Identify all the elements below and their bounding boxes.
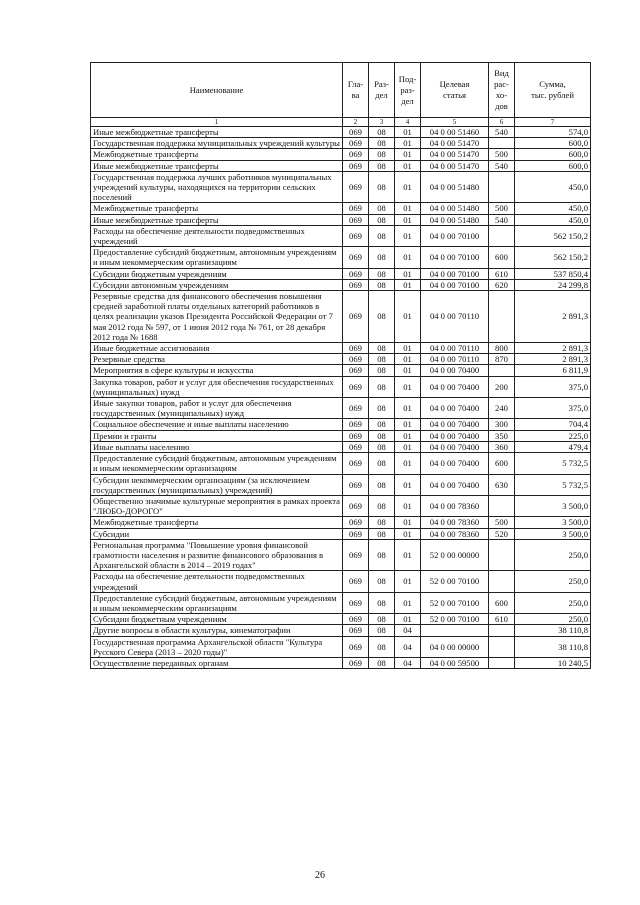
row-name: Иные межбюджетные трансферты: [91, 127, 343, 138]
column-number: 4: [395, 118, 421, 127]
row-expense-type: 870: [489, 354, 515, 365]
row-expense-type: 620: [489, 279, 515, 290]
row-amount: 600,0: [515, 149, 591, 160]
header-target: Целевая статья: [421, 63, 489, 118]
row-name: Региональная программа "Повышение уровня финансовой грамотности населения и развитие финансового образования в Архангельской области в 2014 – 2019 годах": [91, 539, 343, 571]
table-row: [91, 625, 591, 636]
row-chapter: 069: [343, 517, 369, 528]
row-subsection: 01: [395, 398, 421, 419]
header-row: [91, 63, 591, 118]
row-expense-type: 540: [489, 214, 515, 225]
column-number: 7: [515, 118, 591, 127]
row-target: 04 0 00 70400: [421, 419, 489, 430]
row-name: Расходы на обеспечение деятельности подведомственных учреждений: [91, 571, 343, 592]
row-section: 08: [369, 127, 395, 138]
row-target: 04 0 00 51460: [421, 127, 489, 138]
table-row: [91, 453, 591, 474]
row-chapter: 069: [343, 636, 369, 657]
row-expense-type: 350: [489, 430, 515, 441]
row-chapter: 069: [343, 376, 369, 397]
row-target: 52 0 00 00000: [421, 539, 489, 571]
table-row: [91, 614, 591, 625]
row-chapter: 069: [343, 430, 369, 441]
row-section: 08: [369, 171, 395, 203]
row-subsection: 01: [395, 225, 421, 246]
table-row: [91, 365, 591, 376]
row-amount: 2 891,3: [515, 343, 591, 354]
row-target: 04 0 00 51480: [421, 203, 489, 214]
row-subsection: 04: [395, 625, 421, 636]
row-amount: 3 500,0: [515, 528, 591, 539]
row-name: Предоставление субсидий бюджетным, автономным учреждениям и иным некоммерческим организациям: [91, 247, 343, 268]
row-expense-type: 520: [489, 528, 515, 539]
row-target: 04 0 00 70400: [421, 474, 489, 495]
row-subsection: 01: [395, 376, 421, 397]
table-row: [91, 495, 591, 516]
row-amount: 5 732,5: [515, 453, 591, 474]
row-subsection: 01: [395, 474, 421, 495]
row-amount: 225,0: [515, 430, 591, 441]
row-section: 08: [369, 571, 395, 592]
column-number: 5: [421, 118, 489, 127]
row-subsection: 01: [395, 268, 421, 279]
row-name: Премии и гранты: [91, 430, 343, 441]
row-subsection: 04: [395, 657, 421, 668]
row-name: Субсидии автономным учреждениям: [91, 279, 343, 290]
row-chapter: 069: [343, 571, 369, 592]
row-name: Межбюджетные трансферты: [91, 517, 343, 528]
header-amount: Сумма, тыс. рублей: [515, 63, 591, 118]
row-expense-type: 610: [489, 268, 515, 279]
table-row: [91, 419, 591, 430]
header-subsection: Под- раз- дел: [395, 63, 421, 118]
row-section: 08: [369, 657, 395, 668]
row-target: 04 0 00 70400: [421, 430, 489, 441]
table-row: [91, 268, 591, 279]
row-name: Иные межбюджетные трансферты: [91, 160, 343, 171]
row-section: 08: [369, 517, 395, 528]
row-expense-type: 600: [489, 247, 515, 268]
row-subsection: 01: [395, 354, 421, 365]
budget-table-body: [91, 127, 591, 669]
row-subsection: 01: [395, 419, 421, 430]
row-section: 08: [369, 214, 395, 225]
table-row: [91, 528, 591, 539]
column-number: 6: [489, 118, 515, 127]
row-target: 04 0 00 78360: [421, 495, 489, 516]
table-row: [91, 474, 591, 495]
row-name: Резервные средства: [91, 354, 343, 365]
row-target: 04 0 00 00000: [421, 636, 489, 657]
table-row: [91, 138, 591, 149]
row-subsection: 01: [395, 247, 421, 268]
row-amount: 2 891,3: [515, 354, 591, 365]
row-amount: 537 850,4: [515, 268, 591, 279]
row-expense-type: [489, 571, 515, 592]
row-chapter: 069: [343, 354, 369, 365]
row-target: 04 0 00 51470: [421, 160, 489, 171]
row-expense-type: [489, 225, 515, 246]
table-row: [91, 571, 591, 592]
row-chapter: 069: [343, 149, 369, 160]
table-row: [91, 127, 591, 138]
row-amount: 375,0: [515, 398, 591, 419]
column-number-row: [91, 118, 591, 127]
row-expense-type: [489, 138, 515, 149]
table-row: [91, 171, 591, 203]
row-amount: 250,0: [515, 571, 591, 592]
row-target: 04 0 00 70100: [421, 247, 489, 268]
row-chapter: 069: [343, 474, 369, 495]
row-amount: 250,0: [515, 614, 591, 625]
row-amount: 600,0: [515, 160, 591, 171]
row-amount: 562 150,2: [515, 225, 591, 246]
row-expense-type: 500: [489, 203, 515, 214]
table-row: [91, 247, 591, 268]
row-amount: 250,0: [515, 592, 591, 613]
row-name: Закупка товаров, работ и услуг для обеспечения государственных (муниципальных) нужд: [91, 376, 343, 397]
row-amount: 562 150,2: [515, 247, 591, 268]
row-expense-type: 500: [489, 149, 515, 160]
table-row: [91, 517, 591, 528]
row-target: 52 0 00 70100: [421, 614, 489, 625]
row-expense-type: 240: [489, 398, 515, 419]
row-subsection: 01: [395, 571, 421, 592]
row-expense-type: [489, 291, 515, 343]
table-row: [91, 376, 591, 397]
row-name: Субсидии бюджетным учреждениям: [91, 614, 343, 625]
row-chapter: 069: [343, 127, 369, 138]
row-section: 08: [369, 614, 395, 625]
row-chapter: 069: [343, 291, 369, 343]
row-amount: 250,0: [515, 539, 591, 571]
row-section: 08: [369, 291, 395, 343]
row-amount: 3 500,0: [515, 495, 591, 516]
row-target: 04 0 00 78360: [421, 528, 489, 539]
row-amount: 375,0: [515, 376, 591, 397]
row-name: Государственная поддержка муниципальных учреждений культуры: [91, 138, 343, 149]
row-expense-type: 360: [489, 441, 515, 452]
row-amount: 38 110,8: [515, 636, 591, 657]
row-section: 08: [369, 138, 395, 149]
row-subsection: 01: [395, 614, 421, 625]
row-target: 04 0 00 70110: [421, 291, 489, 343]
row-chapter: 069: [343, 592, 369, 613]
row-section: 08: [369, 225, 395, 246]
table-row: [91, 149, 591, 160]
row-section: 08: [369, 441, 395, 452]
row-name: Предоставление субсидий бюджетным, автономным учреждениям и иным некоммерческим организациям: [91, 592, 343, 613]
row-subsection: 01: [395, 453, 421, 474]
row-target: [421, 625, 489, 636]
row-chapter: 069: [343, 441, 369, 452]
header-expense-type: Вид рас- хо- дов: [489, 63, 515, 118]
row-section: 08: [369, 528, 395, 539]
row-subsection: 01: [395, 203, 421, 214]
row-chapter: 069: [343, 279, 369, 290]
table-row: [91, 279, 591, 290]
row-name: Межбюджетные трансферты: [91, 149, 343, 160]
row-expense-type: 630: [489, 474, 515, 495]
row-amount: 2 891,3: [515, 291, 591, 343]
row-name: Иные выплаты населению: [91, 441, 343, 452]
row-expense-type: [489, 171, 515, 203]
row-section: 08: [369, 354, 395, 365]
table-row: [91, 539, 591, 571]
row-subsection: 01: [395, 430, 421, 441]
row-chapter: 069: [343, 343, 369, 354]
row-name: Социальное обеспечение и иные выплаты населению: [91, 419, 343, 430]
row-name: Осуществление переданных органам: [91, 657, 343, 668]
row-target: 04 0 00 70100: [421, 225, 489, 246]
row-section: 08: [369, 453, 395, 474]
table-row: [91, 291, 591, 343]
row-amount: 38 110,8: [515, 625, 591, 636]
row-subsection: 01: [395, 160, 421, 171]
row-target: 52 0 00 70100: [421, 571, 489, 592]
row-expense-type: 200: [489, 376, 515, 397]
row-target: 04 0 00 51480: [421, 171, 489, 203]
row-chapter: 069: [343, 247, 369, 268]
row-target: 04 0 00 70400: [421, 441, 489, 452]
row-name: Резервные средства для финансового обеспечения повышения средней заработной платы отдельных категорий работников в целях реализации указов Президента Российской Федерации от 7 мая 2012 года № 597, от 1 июня 2012 года № 761, от 28 декабря 2012 года № 1688: [91, 291, 343, 343]
row-target: 04 0 00 78360: [421, 517, 489, 528]
row-chapter: 069: [343, 171, 369, 203]
row-name: Общественно значимые культурные мероприятия в рамках проекта "ЛЮБО-ДОРОГО": [91, 495, 343, 516]
row-chapter: 069: [343, 268, 369, 279]
row-chapter: 069: [343, 225, 369, 246]
row-chapter: 069: [343, 365, 369, 376]
row-section: 08: [369, 495, 395, 516]
row-name: Субсидии некоммерческим организациям (за исключением государственных (муниципальных) учреждений): [91, 474, 343, 495]
row-amount: 600,0: [515, 138, 591, 149]
row-name: Иные бюджетные ассигнования: [91, 343, 343, 354]
table-row: [91, 354, 591, 365]
row-expense-type: 600: [489, 453, 515, 474]
row-chapter: 069: [343, 657, 369, 668]
row-section: 08: [369, 376, 395, 397]
row-amount: 450,0: [515, 203, 591, 214]
row-expense-type: 500: [489, 517, 515, 528]
row-section: 08: [369, 419, 395, 430]
row-subsection: 01: [395, 441, 421, 452]
budget-table: [90, 62, 591, 669]
table-row: [91, 441, 591, 452]
row-name: Другие вопросы в области культуры, кинематографии: [91, 625, 343, 636]
row-section: 08: [369, 539, 395, 571]
table-row: [91, 592, 591, 613]
row-expense-type: [489, 365, 515, 376]
row-target: 04 0 00 51470: [421, 138, 489, 149]
row-section: 08: [369, 247, 395, 268]
row-section: 08: [369, 365, 395, 376]
row-name: Предоставление субсидий бюджетным, автономным учреждениям и иным некоммерческим организациям: [91, 453, 343, 474]
row-expense-type: 540: [489, 127, 515, 138]
row-section: 08: [369, 268, 395, 279]
row-target: 04 0 00 70400: [421, 376, 489, 397]
row-chapter: 069: [343, 625, 369, 636]
row-amount: 450,0: [515, 214, 591, 225]
row-chapter: 069: [343, 214, 369, 225]
row-expense-type: 540: [489, 160, 515, 171]
page-number: 26: [315, 870, 325, 881]
row-section: 08: [369, 592, 395, 613]
row-expense-type: [489, 495, 515, 516]
row-target: 04 0 00 70100: [421, 268, 489, 279]
row-chapter: 069: [343, 419, 369, 430]
column-number: 2: [343, 118, 369, 127]
row-section: 08: [369, 149, 395, 160]
row-amount: 24 299,8: [515, 279, 591, 290]
row-amount: 10 240,5: [515, 657, 591, 668]
row-chapter: 069: [343, 495, 369, 516]
row-expense-type: 600: [489, 592, 515, 613]
row-expense-type: 300: [489, 419, 515, 430]
row-subsection: 01: [395, 517, 421, 528]
table-row: [91, 636, 591, 657]
row-target: 04 0 00 70400: [421, 453, 489, 474]
row-subsection: 01: [395, 171, 421, 203]
row-name: Государственная поддержка лучших работников муниципальных учреждений культуры, находящихся на территории сельских поселений: [91, 171, 343, 203]
row-target: 04 0 00 70110: [421, 354, 489, 365]
table-row: [91, 343, 591, 354]
row-section: 08: [369, 343, 395, 354]
table-row: [91, 203, 591, 214]
row-target: 04 0 00 51480: [421, 214, 489, 225]
row-expense-type: [489, 636, 515, 657]
row-expense-type: [489, 539, 515, 571]
row-amount: 6 811,9: [515, 365, 591, 376]
row-subsection: 01: [395, 365, 421, 376]
row-section: 08: [369, 636, 395, 657]
header-name: Наименование: [91, 63, 343, 118]
row-name: Иные межбюджетные трансферты: [91, 214, 343, 225]
table-row: [91, 214, 591, 225]
column-number: 3: [369, 118, 395, 127]
row-subsection: 01: [395, 279, 421, 290]
row-chapter: 069: [343, 528, 369, 539]
row-subsection: 01: [395, 528, 421, 539]
row-expense-type: 610: [489, 614, 515, 625]
row-name: Расходы на обеспечение деятельности подведомственных учреждений: [91, 225, 343, 246]
row-section: 08: [369, 625, 395, 636]
row-name: Субсидии: [91, 528, 343, 539]
row-section: 08: [369, 398, 395, 419]
row-subsection: 01: [395, 291, 421, 343]
row-chapter: 069: [343, 453, 369, 474]
row-target: 04 0 00 70400: [421, 398, 489, 419]
row-subsection: 01: [395, 138, 421, 149]
header-section: Раз- дел: [369, 63, 395, 118]
row-name: Межбюджетные трансферты: [91, 203, 343, 214]
row-amount: 3 500,0: [515, 517, 591, 528]
row-name: Иные закупки товаров, работ и услуг для обеспечения государственных (муниципальных) нужд: [91, 398, 343, 419]
row-amount: 450,0: [515, 171, 591, 203]
row-section: 08: [369, 279, 395, 290]
row-target: 04 0 00 70110: [421, 343, 489, 354]
row-amount: 574,0: [515, 127, 591, 138]
row-expense-type: [489, 657, 515, 668]
row-chapter: 069: [343, 539, 369, 571]
row-target: 04 0 00 70100: [421, 279, 489, 290]
column-number: 1: [91, 118, 343, 127]
row-chapter: 069: [343, 160, 369, 171]
table-row: [91, 430, 591, 441]
row-section: 08: [369, 474, 395, 495]
row-amount: 5 732,5: [515, 474, 591, 495]
row-target: 04 0 00 70400: [421, 365, 489, 376]
row-chapter: 069: [343, 203, 369, 214]
row-amount: 704,4: [515, 419, 591, 430]
row-name: Государственная программа Архангельской области "Культура Русского Севера (2013 – 2020 годы)": [91, 636, 343, 657]
row-target: 04 0 00 59500: [421, 657, 489, 668]
row-section: 08: [369, 160, 395, 171]
row-amount: 479,4: [515, 441, 591, 452]
row-name: Мероприятия в сфере культуры и искусства: [91, 365, 343, 376]
row-subsection: 01: [395, 539, 421, 571]
header-chapter: Гла- ва: [343, 63, 369, 118]
table-row: [91, 160, 591, 171]
row-chapter: 069: [343, 138, 369, 149]
table-row: [91, 657, 591, 668]
row-target: 04 0 00 51470: [421, 149, 489, 160]
row-subsection: 04: [395, 636, 421, 657]
row-section: 08: [369, 430, 395, 441]
row-target: 52 0 00 70100: [421, 592, 489, 613]
row-subsection: 01: [395, 592, 421, 613]
row-section: 08: [369, 203, 395, 214]
row-subsection: 01: [395, 127, 421, 138]
row-chapter: 069: [343, 398, 369, 419]
row-subsection: 01: [395, 495, 421, 516]
row-subsection: 01: [395, 343, 421, 354]
row-name: Субсидии бюджетным учреждениям: [91, 268, 343, 279]
row-chapter: 069: [343, 614, 369, 625]
row-expense-type: [489, 625, 515, 636]
row-subsection: 01: [395, 149, 421, 160]
table-row: [91, 398, 591, 419]
row-subsection: 01: [395, 214, 421, 225]
row-expense-type: 800: [489, 343, 515, 354]
table-row: [91, 225, 591, 246]
